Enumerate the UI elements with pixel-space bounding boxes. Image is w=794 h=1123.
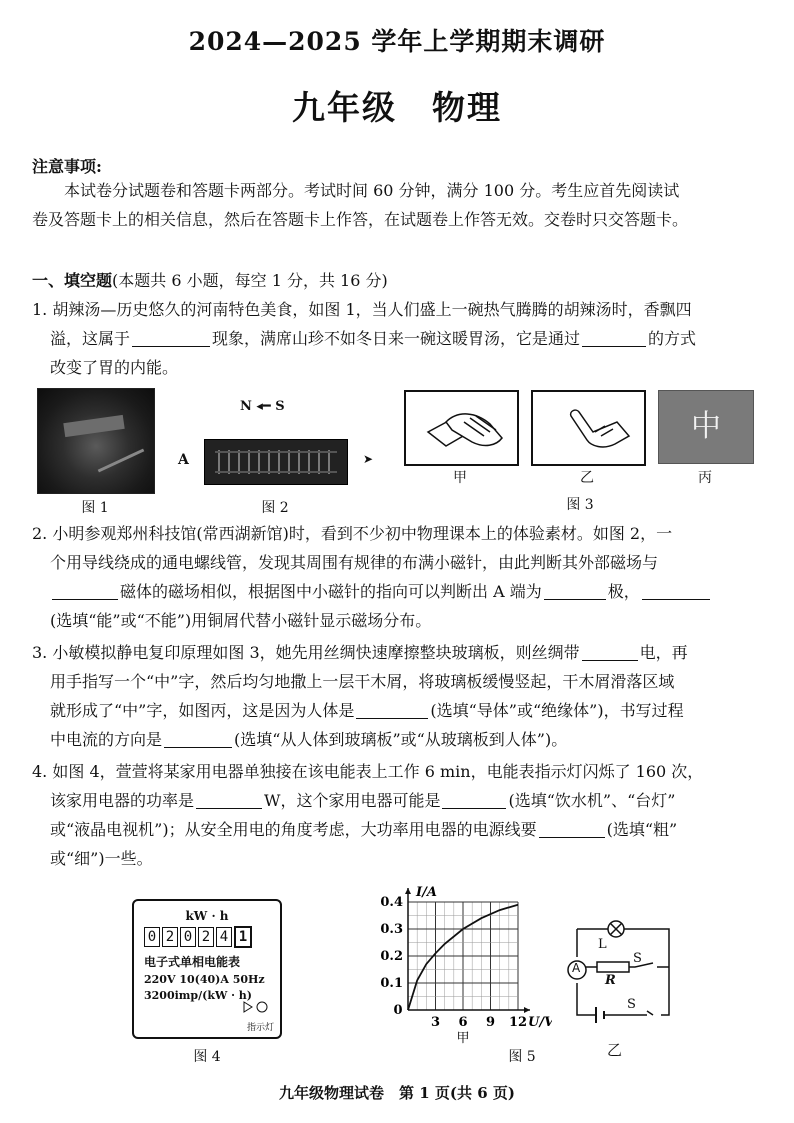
fig1-caption: 图 1 bbox=[81, 500, 109, 516]
exam-title: 2024—2025 学年上学期期末调研 bbox=[188, 27, 606, 56]
meter-digit: 4 bbox=[216, 927, 232, 947]
q4-line-3 bbox=[32, 815, 768, 844]
question-4 bbox=[32, 757, 768, 873]
panel-jia bbox=[404, 390, 519, 466]
page-footer: 九年级物理试卷 第 1 页(共 6 页) bbox=[279, 1084, 515, 1102]
q1-blank-2[interactable] bbox=[582, 328, 646, 347]
q1-line-1: 1. 胡辣汤—历史悠久的河南特色美食，如图 1，当人们盛上一碗热气腾腾的胡辣汤时，香飘四 bbox=[32, 300, 692, 319]
q4-text-d: 或“液晶电视机”)；从安全用电的角度考虑，大功率用电器的电源线要 bbox=[50, 820, 537, 839]
panel-yi bbox=[531, 390, 646, 466]
hand-rubbing-icon bbox=[406, 392, 517, 464]
photo-highlight bbox=[63, 415, 124, 437]
resistor-label: R bbox=[605, 973, 616, 988]
fig3-bing-caption: 丙 bbox=[698, 470, 712, 486]
meter-display bbox=[144, 926, 280, 948]
q3-text-f: (选填“从人体到玻璃板”或“从玻璃板到人体”)。 bbox=[234, 730, 568, 749]
x-tick-label: 3 bbox=[430, 1015, 441, 1030]
notice-line-2: 卷及答题卡上的相关信息，然后在答题卡上作答，在试题卷上作答无效。交卷时只交答题卡。 bbox=[32, 210, 689, 229]
meter-digit: 2 bbox=[198, 927, 214, 947]
meter-digit: 0 bbox=[180, 927, 196, 947]
q1-text-c: 的方式 bbox=[648, 329, 697, 348]
circuit-sublabel: 乙 bbox=[607, 1041, 623, 1059]
q4-text-c: (选填“饮水机”、“台灯” bbox=[508, 791, 676, 810]
x-tick-label: 12 bbox=[508, 1015, 528, 1030]
y-tick-label: 0.2 bbox=[380, 949, 403, 964]
meter-name: 电子式单相电能表 bbox=[144, 955, 241, 969]
indicator-lamp-icon bbox=[242, 998, 270, 1017]
origin-label: 0 bbox=[393, 1003, 403, 1018]
q2-text-b: 极， bbox=[607, 582, 640, 601]
q4-line-2 bbox=[32, 786, 768, 815]
q3-blank-1[interactable] bbox=[582, 642, 638, 661]
panel-bing bbox=[658, 390, 754, 464]
section-heading bbox=[32, 268, 388, 291]
y-tick-label: 0.1 bbox=[380, 976, 403, 991]
resistor-icon bbox=[597, 962, 629, 972]
x-tick-label: 6 bbox=[458, 1015, 468, 1030]
switch-2-label: S bbox=[627, 997, 636, 1012]
y-tick-label: 0.4 bbox=[380, 895, 403, 910]
energy-meter bbox=[132, 899, 282, 1039]
q3-line-2: 用手指写一个“中”字，然后均匀地撒上一层干木屑，将玻璃板缓慢竖起，干木屑滑落区域 bbox=[50, 672, 675, 691]
meter-digit-decimal: 1 bbox=[234, 926, 252, 948]
q4-line-4: 或“细”)一些。 bbox=[50, 849, 153, 868]
q2-line-2: 个用导线绕成的通电螺线管，发现其周围有规律的布满小磁针，由此判断其外部磁场与 bbox=[50, 553, 659, 572]
q4-blank-1[interactable] bbox=[196, 790, 262, 809]
arrow-icon: ➤ bbox=[363, 452, 374, 466]
notice-line-1: 本试卷分试题卷和答题卡两部分。考试时间 60 分钟，满分 100 分。考生应首先阅读试 bbox=[64, 181, 680, 200]
fig3-yi-caption: 乙 bbox=[580, 470, 594, 486]
fig3-caption: 图 3 bbox=[566, 497, 594, 513]
q4-text-e: (选填“粗” bbox=[606, 820, 678, 839]
switch-1-label: S bbox=[633, 951, 642, 966]
finger-writing-icon bbox=[533, 392, 644, 464]
solenoid-coils bbox=[205, 440, 347, 484]
meter-spec-1: 220V 10(40)A 50Hz bbox=[144, 973, 265, 986]
q3-line-3 bbox=[32, 696, 768, 725]
q3-text-c: 就形成了“中”字，如图丙，这是因为人体是 bbox=[50, 701, 355, 720]
q2-text-a: 磁体的磁场相似，根据图中小磁针的指向可以判断出 A 端为 bbox=[120, 582, 542, 601]
q3-blank-2[interactable] bbox=[356, 700, 428, 719]
indicator-label: 指示灯 bbox=[246, 1023, 274, 1033]
graph-sublabel: 甲 bbox=[456, 1031, 470, 1044]
section-title: 一、填空题 bbox=[32, 271, 113, 290]
y-axis-arrow-icon bbox=[405, 888, 411, 894]
fig5-caption: 图 5 bbox=[508, 1049, 536, 1065]
q3-line-1 bbox=[32, 638, 768, 667]
q1-blank-1[interactable] bbox=[132, 328, 210, 347]
iu-graph bbox=[360, 874, 552, 1048]
q3-text-a: 3. 小敏模拟静电复印原理如图 3，她先用丝绸快速摩擦整块玻璃板，则丝绸带 bbox=[32, 643, 580, 662]
fig3-jia-caption: 甲 bbox=[453, 470, 467, 486]
y-axis-label: I/A bbox=[416, 885, 437, 900]
question-1 bbox=[32, 295, 768, 382]
notice-text bbox=[32, 176, 768, 234]
exam-subject: 九年级 物理 bbox=[292, 88, 502, 127]
meter-digit: 2 bbox=[162, 927, 178, 947]
q2-blank-3[interactable] bbox=[642, 581, 710, 600]
q1-text-b: 现象，满席山珍不如冬日来一碗这暖胃汤，它是通过 bbox=[212, 329, 581, 348]
question-2 bbox=[32, 519, 768, 635]
section-note: (本题共 6 小题，每空 1 分，共 16 分) bbox=[112, 271, 388, 290]
solenoid-photo bbox=[204, 439, 348, 485]
fig4-caption: 图 4 bbox=[193, 1049, 221, 1065]
x-axis-arrow-icon bbox=[524, 1007, 530, 1013]
spoon-shape bbox=[98, 449, 145, 473]
q3-text-d: (选填“导体”或“绝缘体”)，书写过程 bbox=[430, 701, 684, 720]
q4-text-a: 该家用电器的功率是 bbox=[50, 791, 195, 810]
notice-heading: 注意事项: bbox=[32, 157, 102, 176]
soup-photo bbox=[37, 388, 155, 494]
ammeter-label: A bbox=[572, 961, 581, 975]
q4-blank-3[interactable] bbox=[539, 819, 605, 838]
q1-line-3: 改变了胃的内能。 bbox=[50, 358, 179, 377]
q2-blank-1[interactable] bbox=[52, 581, 118, 600]
zhong-character: 中 bbox=[691, 409, 721, 444]
compass-label: N ◂━ S bbox=[240, 399, 285, 414]
q3-blank-3[interactable] bbox=[164, 729, 232, 748]
q2-line-4: (选填“能”或“不能”)用铜屑代替小磁针显示磁场分布。 bbox=[50, 611, 432, 630]
meter-unit: kW · h bbox=[185, 909, 229, 923]
q1-text-a: 溢，这属于 bbox=[50, 329, 131, 348]
circuit-diagram bbox=[557, 915, 697, 1059]
fig2-caption: 图 2 bbox=[261, 500, 289, 516]
q4-text-b: W，这个家用电器可能是 bbox=[264, 791, 441, 810]
q2-blank-2[interactable] bbox=[544, 581, 606, 600]
q2-line-3 bbox=[32, 577, 768, 606]
lamp-label: L bbox=[598, 937, 607, 952]
meter-spec-2: 3200imp/(kW · h) bbox=[144, 989, 253, 1002]
q3-text-b: 电，再 bbox=[639, 643, 688, 662]
a-end-label: A bbox=[178, 452, 189, 468]
meter-digit: 0 bbox=[144, 927, 160, 947]
q2-line-1: 2. 小明参观郑州科技馆(常西湖新馆)时，看到不少初中物理课本上的体验素材。如图 2，一 bbox=[32, 524, 673, 543]
circuit-svg bbox=[557, 915, 697, 1035]
q4-blank-2[interactable] bbox=[442, 790, 506, 809]
q1-line-2 bbox=[32, 324, 768, 353]
question-3 bbox=[32, 638, 768, 754]
x-tick-label: 9 bbox=[485, 1015, 496, 1030]
x-axis-label: U/V bbox=[528, 1015, 552, 1030]
battery-icon bbox=[596, 1007, 604, 1023]
q3-text-e: 中电流的方向是 bbox=[50, 730, 163, 749]
q3-line-4 bbox=[32, 725, 768, 754]
y-tick-label: 0.3 bbox=[380, 922, 403, 937]
q4-line-1: 4. 如图 4，萱萱将某家用电器单独接在该电能表上工作 6 min，电能表指示灯闪烁了 160 次， bbox=[32, 762, 704, 781]
iu-graph-svg bbox=[360, 874, 552, 1044]
